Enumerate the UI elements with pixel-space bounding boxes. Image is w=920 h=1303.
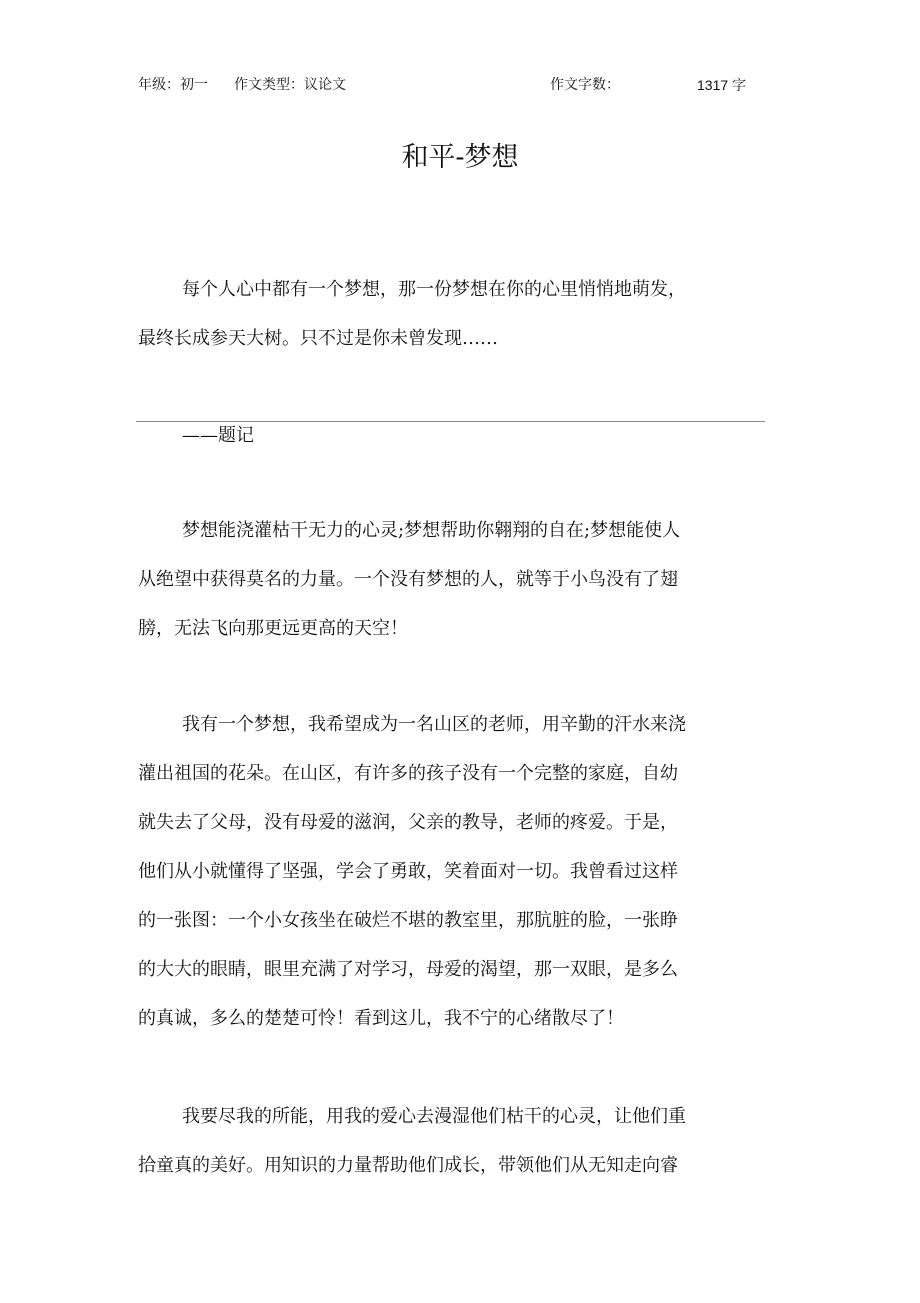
divider-rule <box>136 421 765 422</box>
paragraph-line: 就失去了父母，没有母爱的滋润，父亲的教导，老师的疼爱。于是， <box>138 812 678 833</box>
inscription: ——题记 <box>182 425 254 446</box>
paragraph-line: 从绝望中获得莫名的力量。一个没有梦想的人，就等于小鸟没有了翅 <box>138 569 678 590</box>
word-count-label: 作文字数： <box>550 77 620 93</box>
body-paragraph-2 <box>138 700 738 1043</box>
paragraph-line: 膀，无法飞向那更远更高的天空！ <box>138 618 408 639</box>
paragraph-line: 梦想能浇灌枯干无力的心灵;梦想帮助你翱翔的自在;梦想能使人 <box>182 520 681 541</box>
paragraph-line: 的真诚，多么的楚楚可怜！看到这儿，我不宁的心绪散尽了！ <box>138 1008 624 1029</box>
page-title: 和平-梦想 <box>401 142 519 173</box>
paragraph-line: 的一张图：一个小女孩坐在破烂不堪的教室里，那肮脏的脸，一张睁 <box>138 910 678 931</box>
intro-paragraph <box>138 265 738 363</box>
paragraph-line: 我有一个梦想，我希望成为一名山区的老师，用辛勤的汗水来浇 <box>182 714 686 735</box>
paragraph-line: 灌出祖国的花朵。在山区，有许多的孩子没有一个完整的家庭，自幼 <box>138 763 678 784</box>
essay-type-label: 作文类型：议论文 <box>234 77 346 93</box>
paragraph-line: 拾童真的美好。用知识的力量帮助他们成长，带领他们从无知走向睿 <box>138 1155 678 1176</box>
body-paragraph-1 <box>138 506 738 653</box>
word-count-value: 1317 字 <box>697 77 747 93</box>
intro-line: 最终长成参天大树。只不过是你未曾发现…… <box>138 328 498 349</box>
paragraph-line: 他们从小就懂得了坚强，学会了勇敢，笑着面对一切。我曾看过这样 <box>138 861 678 882</box>
paragraph-line: 的大大的眼睛，眼里充满了对学习，母爱的渴望，那一双眼，是多么 <box>138 959 678 980</box>
grade-label: 年级：初一 <box>138 77 208 93</box>
intro-line: 每个人心中都有一个梦想，那一份梦想在你的心里悄悄地萌发， <box>182 279 686 300</box>
body-paragraph-3 <box>138 1092 738 1190</box>
paragraph-line: 我要尽我的所能，用我的爱心去漫湿他们枯干的心灵，让他们重 <box>182 1106 686 1127</box>
